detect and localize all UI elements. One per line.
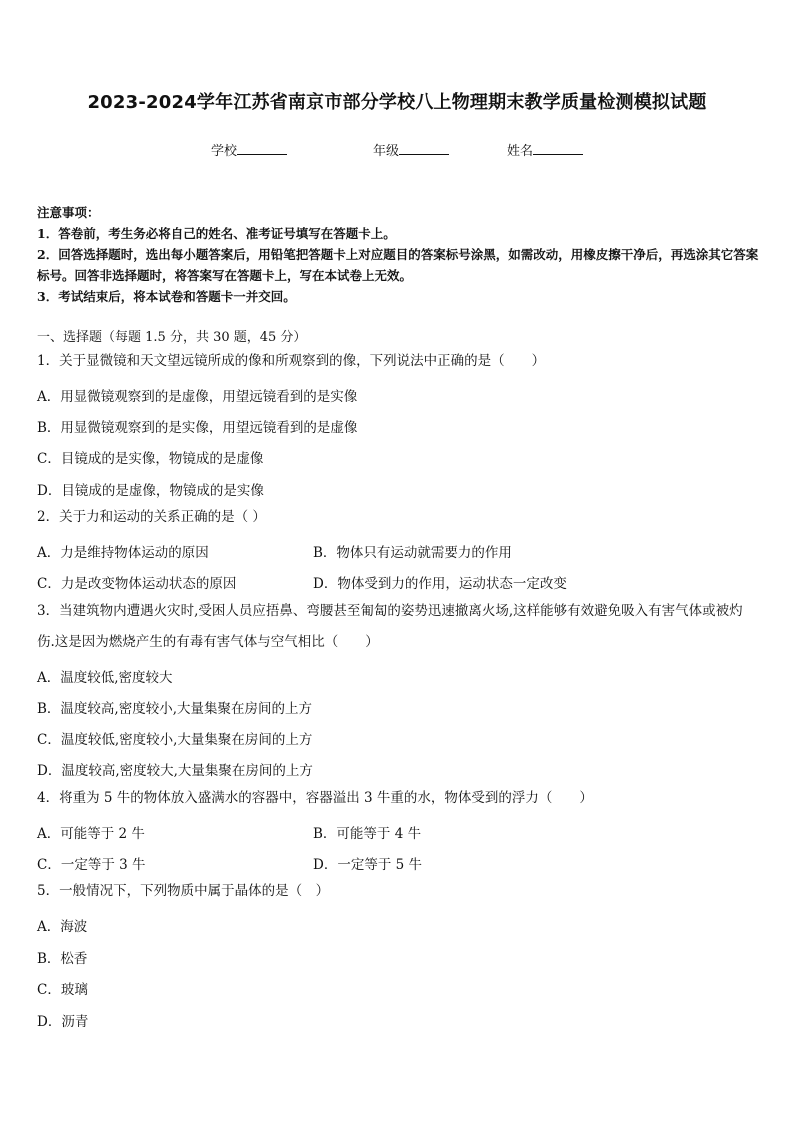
question-stem: 2．关于力和运动的关系正确的是（ ） xyxy=(37,509,266,525)
question-stem: 3．当建筑物内遭遇火灾时,受困人员应捂鼻、弯腰甚至匍匐的姿势迅速撤离火场,这样能够有效避免吸入有害气体或被灼伤.这是因为燃烧产生的有毒有害气体与空气相比（ ） xyxy=(37,603,743,650)
note-item: 3．考试结束后，将本试卷和答题卡一并交回。 xyxy=(37,289,296,304)
grade-blank[interactable] xyxy=(399,141,449,155)
grade-field[interactable] xyxy=(373,140,449,159)
option-d[interactable]: D．沥青 xyxy=(37,1014,89,1030)
option-d[interactable]: D．温度较高,密度较大,大量集聚在房间的上方 xyxy=(37,763,313,779)
notes-heading: 注意事项： xyxy=(37,205,100,220)
option-b[interactable]: B．松香 xyxy=(37,951,88,967)
option-b[interactable]: B．温度较高,密度较小,大量集聚在房间的上方 xyxy=(37,701,313,717)
option-d[interactable]: D．一定等于 5 牛 xyxy=(313,857,422,873)
grade-label: 年级 xyxy=(373,144,400,159)
school-label: 学校 xyxy=(211,144,238,159)
option-c[interactable]: C．温度较低,密度较小,大量集聚在房间的上方 xyxy=(37,732,313,748)
option-c[interactable]: C．一定等于 3 牛 xyxy=(37,857,146,873)
note-item: 2．回答选择题时，选出每小题答案后，用铅笔把答题卡上对应题目的答案标号涂黑，如需改动，用橡皮擦干净后，再选涂其它答案标号。回答非选择题时，将答案写在答题卡上，写在本试卷上无效。 xyxy=(37,247,759,283)
option-b[interactable]: B．用显微镜观察到的是实像，用望远镜看到的是虚像 xyxy=(37,420,358,436)
option-a[interactable]: A．海波 xyxy=(37,919,88,935)
option-d[interactable]: D．物体受到力的作用，运动状态一定改变 xyxy=(313,576,567,592)
question-stem: 4．将重为 5 牛的物体放入盛满水的容器中，容器溢出 3 牛重的水，物体受到的浮力（ ） xyxy=(37,790,593,806)
question-stem: 5．一般情况下，下列物质中属于晶体的是（ ） xyxy=(37,883,330,899)
option-a[interactable]: A．力是维持物体运动的原因 xyxy=(37,545,209,561)
question-stem: 1．关于显微镜和天文望远镜所成的像和所观察到的像，下列说法中正确的是（ ） xyxy=(37,353,546,369)
page-title: 2023-2024学年江苏省南京市部分学校八上物理期末教学质量检测模拟试题 xyxy=(87,92,707,113)
student-info-row xyxy=(0,140,794,160)
option-c[interactable]: C．目镜成的是实像，物镜成的是虚像 xyxy=(37,451,264,467)
option-a[interactable]: A．可能等于 2 牛 xyxy=(37,826,145,842)
name-field[interactable] xyxy=(507,140,583,159)
section-heading: 一、选择题（每题 1.5 分，共 30 题，45 分） xyxy=(37,330,307,345)
option-a[interactable]: A．温度较低,密度较大 xyxy=(37,670,173,686)
notes-block xyxy=(37,202,759,307)
option-a[interactable]: A．用显微镜观察到的是虚像，用望远镜看到的是实像 xyxy=(37,389,358,405)
name-label: 姓名 xyxy=(507,144,534,159)
note-item: 1．答卷前，考生务必将自己的姓名、准考证号填写在答题卡上。 xyxy=(37,226,396,241)
option-c[interactable]: C．力是改变物体运动状态的原因 xyxy=(37,576,237,592)
option-b[interactable]: B．可能等于 4 牛 xyxy=(313,826,422,842)
school-field[interactable] xyxy=(211,140,287,159)
option-c[interactable]: C．玻璃 xyxy=(37,982,88,998)
name-blank[interactable] xyxy=(533,141,583,155)
school-blank[interactable] xyxy=(237,141,287,155)
option-d[interactable]: D．目镜成的是虚像，物镜成的是实像 xyxy=(37,483,264,499)
option-b[interactable]: B．物体只有运动就需要力的作用 xyxy=(313,545,512,561)
